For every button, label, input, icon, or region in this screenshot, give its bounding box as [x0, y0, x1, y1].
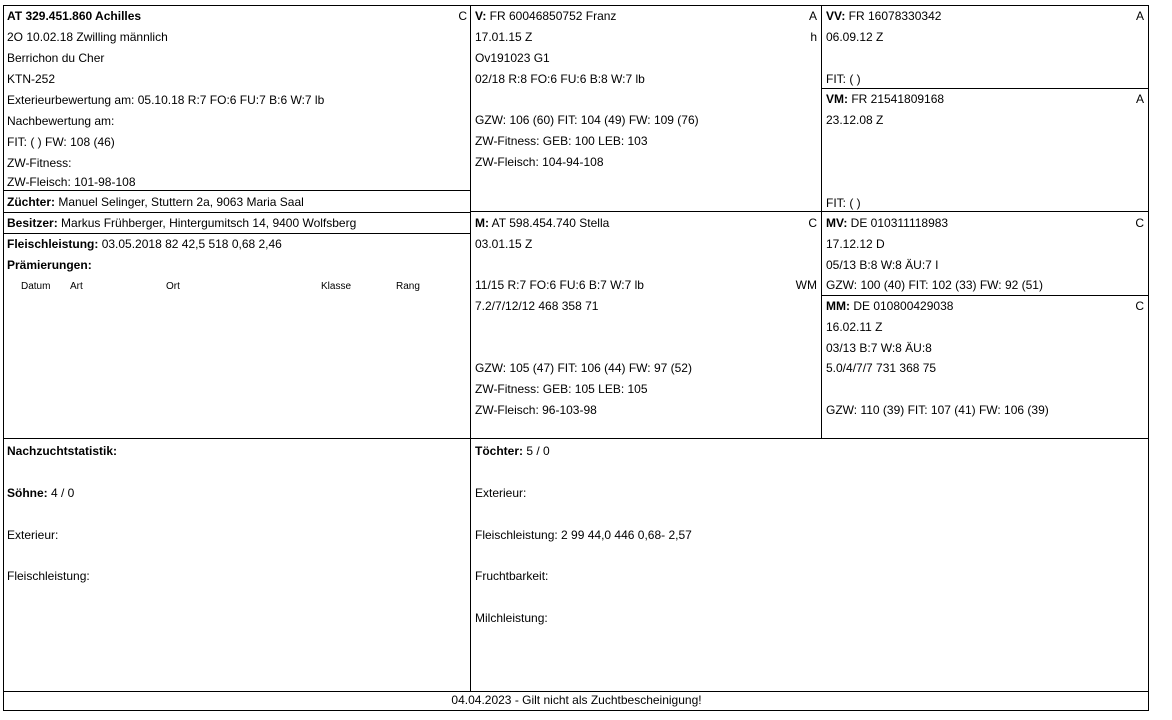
father-birth: 17.01.15 Z: [475, 30, 533, 44]
vv-fit: FIT: ( ): [826, 72, 861, 86]
awards-col-datum: Datum: [21, 281, 51, 292]
offspring-title: Nachzuchtstatistik:: [7, 444, 118, 458]
father-label: V:: [475, 9, 487, 23]
mother-title: [475, 213, 609, 234]
awards-col-klasse: Klasse: [321, 281, 352, 292]
animal-zw-fitness: ZW-Fitness:: [7, 156, 72, 170]
awards-col-ort: Ort: [166, 281, 180, 292]
mv-gzw: GZW: 100 (40) FIT: 102 (33) FW: 92 (51): [826, 278, 1043, 292]
daughters-value: 5 / 0: [523, 444, 550, 458]
breeder-line: [7, 192, 304, 213]
father-genotype: Ov191023 G1: [475, 51, 550, 65]
vv-code: A: [1135, 9, 1144, 23]
father-id: FR 60046850752 Franz: [486, 9, 617, 23]
animal-zw-fleisch: ZW-Fleisch: 101-98-108: [7, 175, 136, 189]
footer-note: 04.04.2023 - Gilt nicht als Zuchtbescheinigung!: [451, 693, 702, 707]
daughters-fertility: Fruchtbarkeit:: [475, 569, 549, 583]
divider: [470, 6, 471, 438]
mother-code: C: [808, 216, 817, 230]
mother-gzw: GZW: 105 (47) FIT: 106 (44) FW: 97 (52): [475, 361, 692, 375]
vv-id: FR 16078330342: [845, 9, 942, 23]
mother-zw-fleisch: ZW-Fleisch: 96-103-98: [475, 403, 597, 417]
father-code: A: [808, 9, 817, 23]
mm-milk: 5.0/4/7/7 731 368 75: [826, 361, 937, 375]
mm-label: MM:: [826, 299, 850, 313]
vv-title: [826, 6, 941, 27]
father-zw-fitness: ZW-Fitness: GEB: 100 LEB: 103: [475, 134, 648, 148]
father-exterior: 02/18 R:8 FO:6 FU:6 B:8 W:7 lb: [475, 72, 645, 86]
sons-meat: Fleischleistung:: [7, 569, 90, 583]
divider: [4, 438, 1149, 439]
father-flag: h: [810, 30, 817, 44]
divider: [821, 6, 822, 438]
animal-ear-tag: KTN-252: [7, 72, 56, 86]
mm-gzw: GZW: 110 (39) FIT: 107 (41) FW: 106 (39): [826, 403, 1049, 417]
owner-label: Besitzer:: [7, 216, 58, 230]
vv-birth: 06.09.12 Z: [826, 30, 884, 44]
divider: [470, 211, 1149, 212]
mv-title: [826, 213, 948, 234]
mv-code: C: [1135, 216, 1144, 230]
vm-label: VM:: [826, 92, 848, 106]
mv-id: DE 010311118983: [847, 216, 949, 230]
animal-birth: 2O 10.02.18 Zwilling männlich: [7, 30, 168, 44]
father-zw-fleisch: ZW-Fleisch: 104-94-108: [475, 155, 604, 169]
mm-birth: 16.02.11 Z: [826, 320, 883, 334]
mother-zw-fitness: ZW-Fitness: GEB: 105 LEB: 105: [475, 382, 648, 396]
owner-line: [7, 213, 356, 234]
pedigree-sheet: [3, 5, 1149, 711]
sons-line: [7, 483, 74, 504]
awards-col-rang: Rang: [396, 281, 420, 292]
vv-label: VV:: [826, 9, 846, 23]
mm-title: [826, 296, 953, 317]
divider: [470, 438, 471, 691]
vm-id: FR 21541809168: [848, 92, 945, 106]
mother-label: M:: [475, 216, 489, 230]
mother-birth: 03.01.15 Z: [475, 237, 533, 251]
daughters-milk: Milchleistung:: [475, 611, 548, 625]
daughters-label: Töchter:: [475, 444, 523, 458]
daughters-exterior: Exterieur:: [475, 486, 527, 500]
sons-value: 4 / 0: [47, 486, 75, 500]
mother-flag: WM: [795, 278, 817, 292]
father-title: [475, 6, 616, 27]
mother-milk: 7.2/7/12/12 468 358 71: [475, 299, 599, 313]
sons-label: Söhne:: [7, 486, 48, 500]
breeder-value: Manuel Selinger, Stuttern 2a, 9063 Maria Saal: [55, 195, 304, 209]
daughters-line: [475, 441, 550, 462]
animal-nachbewertung: Nachbewertung am:: [7, 114, 115, 128]
vm-code: A: [1135, 92, 1144, 106]
animal-breed: Berrichon du Cher: [7, 51, 105, 65]
vm-title: [826, 89, 944, 110]
vm-birth: 23.12.08 Z: [826, 113, 884, 127]
breeder-label: Züchter:: [7, 195, 55, 209]
animal-fit: FIT: ( ) FW: 108 (46): [7, 135, 115, 149]
animal-title: AT 329.451.860 Achilles: [7, 9, 142, 23]
father-gzw: GZW: 106 (60) FIT: 104 (49) FW: 109 (76): [475, 113, 699, 127]
animal-exterior: Exterieurbewertung am: 05.10.18 R:7 FO:6 FU:7 B:6 W:7 lb: [7, 93, 325, 107]
sons-exterior: Exterieur:: [7, 528, 59, 542]
daughters-meat: Fleischleistung: 2 99 44,0 446 0,68- 2,57: [475, 528, 692, 542]
mm-id: DE 010800429038: [850, 299, 954, 313]
mm-exterior: 03/13 B:7 W:8 ÄU:8: [826, 341, 932, 355]
mother-exterior: 11/15 R:7 FO:6 FU:6 B:7 W:7 lb: [475, 278, 644, 292]
owner-value: Markus Frühberger, Hintergumitsch 14, 9400 Wolfsberg: [57, 216, 357, 230]
vm-fit: FIT: ( ): [826, 196, 861, 210]
mv-birth: 17.12.12 D: [826, 237, 885, 251]
mv-exterior: 05/13 B:8 W:8 ÄU:7 I: [826, 258, 939, 272]
meat-performance-value: 03.05.2018 82 42,5 518 0,68 2,46: [98, 237, 282, 251]
mother-id: AT 598.454.740 Stella: [489, 216, 610, 230]
meat-performance-label: Fleischleistung:: [7, 237, 99, 251]
mm-code: C: [1135, 299, 1144, 313]
mv-label: MV:: [826, 216, 848, 230]
awards-col-art: Art: [70, 281, 83, 292]
awards-label: Prämierungen:: [7, 258, 92, 272]
meat-performance-line: [7, 234, 282, 255]
animal-code: C: [458, 9, 467, 23]
